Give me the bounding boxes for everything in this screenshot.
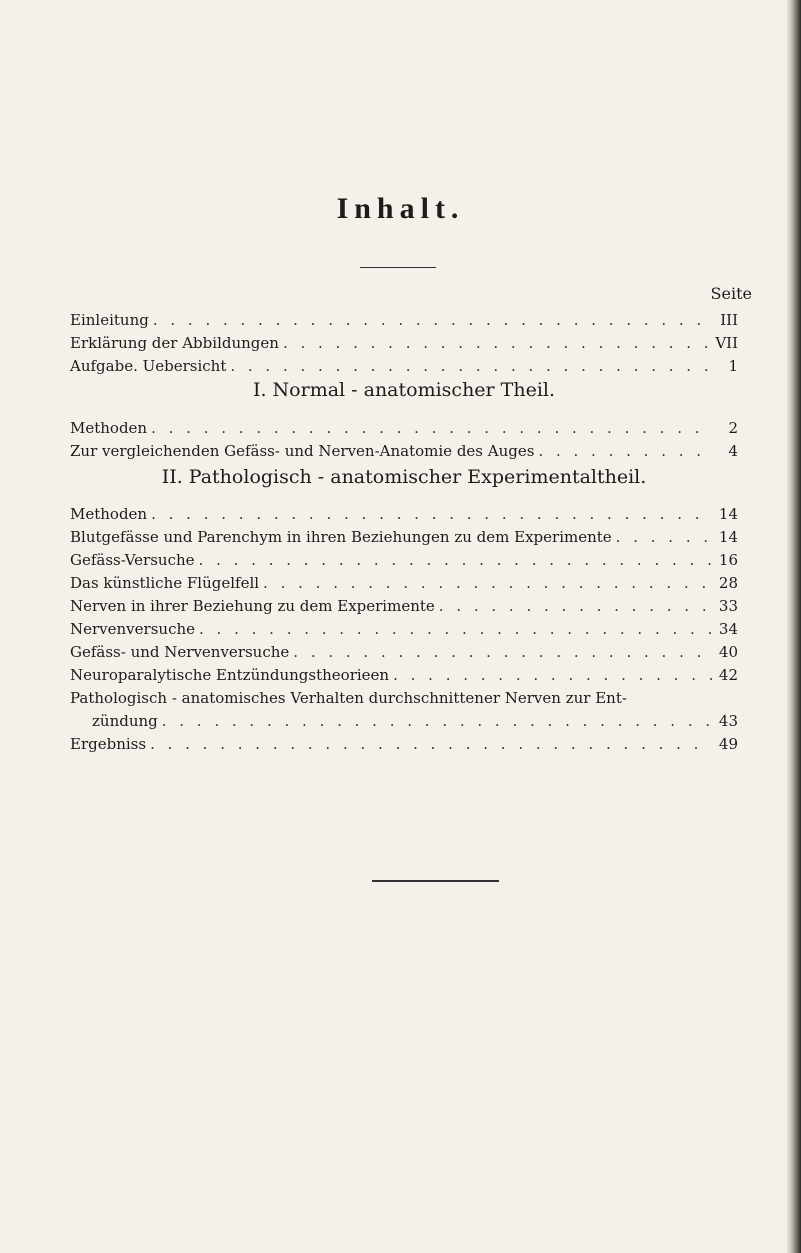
- toc-entry-blutgefaesse[interactable]: [70, 527, 738, 547]
- toc-entry-text: Einleitung: [70, 311, 149, 329]
- toc-entry-page: 42: [718, 666, 738, 684]
- toc-entry-page: III: [720, 311, 738, 329]
- leader-dots: [199, 619, 712, 639]
- toc-entry-text: Erklärung der Abbildungen: [70, 334, 279, 352]
- toc-entry-gefaess-versuche[interactable]: [70, 550, 738, 570]
- leader-dots: [439, 596, 712, 616]
- toc-entry-aufgabe[interactable]: [70, 356, 738, 376]
- toc-entry-vergleichende-anatomie[interactable]: [70, 441, 738, 461]
- toc-entry-page: 43: [718, 712, 738, 730]
- title-rule: [360, 267, 436, 268]
- toc-entry-methoden-2[interactable]: [70, 504, 738, 524]
- part1-heading: I. Normal - anatomischer Theil.: [252, 379, 556, 401]
- toc-entry-page: 33: [718, 597, 738, 615]
- toc-entry-neuroparalytische[interactable]: [70, 665, 738, 685]
- toc-entry-abbildungen[interactable]: [70, 333, 738, 353]
- leader-dots: [162, 711, 712, 731]
- toc-entry-text: Gefäss- und Nervenversuche: [70, 643, 290, 661]
- toc-entry-text: Gefäss-Versuche: [70, 551, 195, 569]
- toc-entry-pathologisch-line1[interactable]: Pathologisch - anatomisches Verhalten durchschnittener Nerven zur Ent-: [70, 689, 627, 707]
- toc-entry-page: 4: [728, 442, 738, 460]
- leader-dots: [263, 573, 712, 593]
- toc-entry-text: Nerven in ihrer Beziehung zu dem Experimente: [70, 597, 435, 615]
- page-title: Inhalt.: [336, 192, 465, 225]
- toc-entry-text: Methoden: [70, 505, 148, 523]
- toc-entry-text: Ergebniss: [70, 735, 147, 753]
- toc-entry-page: 14: [718, 505, 738, 523]
- leader-dots: [153, 310, 712, 330]
- toc-entry-nervenversuche[interactable]: [70, 619, 738, 639]
- toc-entry-page: 34: [718, 620, 738, 638]
- toc-entry-gefaess-nervenversuche[interactable]: [70, 642, 738, 662]
- toc-entry-text: Das künstliche Flügelfell: [70, 574, 260, 592]
- leader-dots: [538, 441, 712, 461]
- toc-entry-page: 28: [718, 574, 738, 592]
- toc-entry-text: Neuroparalytische Entzündungstheorieen: [70, 666, 390, 684]
- closing-rule: [372, 880, 499, 882]
- leader-dots: [150, 734, 712, 754]
- toc-entry-einleitung[interactable]: [70, 310, 738, 330]
- toc-entry-page: 40: [718, 643, 738, 661]
- toc-entry-nerven-beziehung[interactable]: [70, 596, 738, 616]
- toc-entry-text: Zur vergleichenden Gefäss- und Nerven-Anatomie des Auges: [70, 442, 535, 460]
- part2-heading: II. Pathologisch - anatomischer Experimentaltheil.: [161, 466, 647, 488]
- leader-dots: [230, 356, 712, 376]
- toc-entry-page: 1: [728, 357, 738, 375]
- toc-entry-fluegelfell[interactable]: [70, 573, 738, 593]
- toc-entry-page: 49: [718, 735, 738, 753]
- leader-dots: [293, 642, 712, 662]
- leader-dots: [616, 527, 712, 547]
- toc-entry-text: Methoden: [70, 419, 148, 437]
- toc-entry-text: Blutgefässe und Parenchym in ihren Beziehungen zu dem Experimente: [70, 528, 612, 546]
- toc-entry-pathologisch-line2[interactable]: [70, 711, 738, 731]
- toc-entry-page: VII: [715, 334, 738, 352]
- leader-dots: [151, 504, 712, 524]
- toc-entry-text: Nervenversuche: [70, 620, 196, 638]
- page-edge-shadow: [787, 0, 801, 1253]
- toc-entry-text: Aufgabe. Uebersicht: [70, 357, 227, 375]
- page-column-label: Seite: [710, 284, 752, 303]
- toc-entry-text: zündung: [92, 712, 158, 730]
- leader-dots: [393, 665, 712, 685]
- toc-entry-ergebniss[interactable]: [70, 734, 738, 754]
- toc-entry-page: 16: [718, 551, 738, 569]
- leader-dots: [151, 418, 712, 438]
- leader-dots: [283, 333, 711, 353]
- toc-entry-methoden-1[interactable]: [70, 418, 738, 438]
- leader-dots: [199, 550, 712, 570]
- toc-entry-page: 2: [728, 419, 738, 437]
- toc-entry-page: 14: [718, 528, 738, 546]
